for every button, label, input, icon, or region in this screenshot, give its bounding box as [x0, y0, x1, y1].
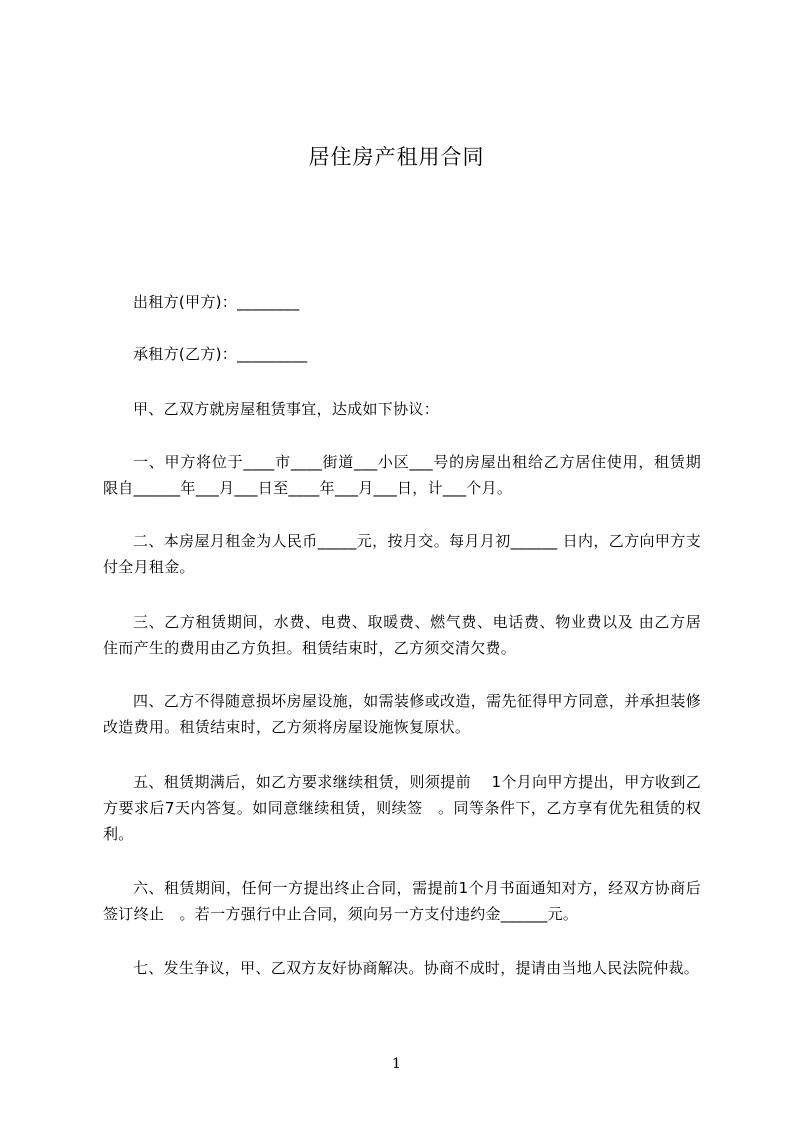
clause-1: 一、甲方将位于____市____街道___小区___号的房屋出租给乙方居住使用，租赁期限自______年___月___日至____年___月___日，计___个月。 — [103, 453, 701, 497]
clause-7: 七、发生争议，甲、乙双方友好协商解决。协商不成时，提请由当地人民法院仲裁。 — [133, 959, 700, 977]
clause-4: 四、乙方不得随意损坏房屋设施，如需装修或改造，需先征得甲方同意，并承担装修改造费用。租赁结束时，乙方须将房屋设施恢复原状。 — [103, 692, 701, 736]
contract-title: 居住房产租用合同 — [308, 145, 485, 169]
clause-2: 二、本房屋月租金为人民币_____元，按月交。每月月初______ 日内，乙方向甲方支付全月租金。 — [103, 532, 701, 576]
clause-5: 五、租赁期满后，如乙方要求继续租赁，则须提前 1个月向甲方提出，甲方收到乙方要求后7天内答复。如同意继续租赁，则续签 。同等条件下，乙方享有优先租赁的权利。 — [103, 773, 701, 843]
lessee-line: 承租方(乙方)：_________ — [133, 345, 308, 363]
clause-3: 三、乙方租赁期间，水费、电费、取暖费、燃气费、电话费、物业费以及 由乙方居住而产生的费用由乙方负担。租赁结束时，乙方须交清欠费。 — [103, 613, 701, 657]
lessor-line: 出租方(甲方)：________ — [133, 293, 300, 311]
clause-6: 六、租赁期间，任何一方提出终止合同，需提前1个月书面通知对方，经双方协商后签订终止 。若一方强行中止合同，须向另一方支付违约金______元。 — [103, 879, 701, 923]
page-number: 1 — [392, 1056, 401, 1072]
agreement-intro: 甲、乙双方就房屋租赁事宜，达成如下协议： — [133, 400, 440, 418]
